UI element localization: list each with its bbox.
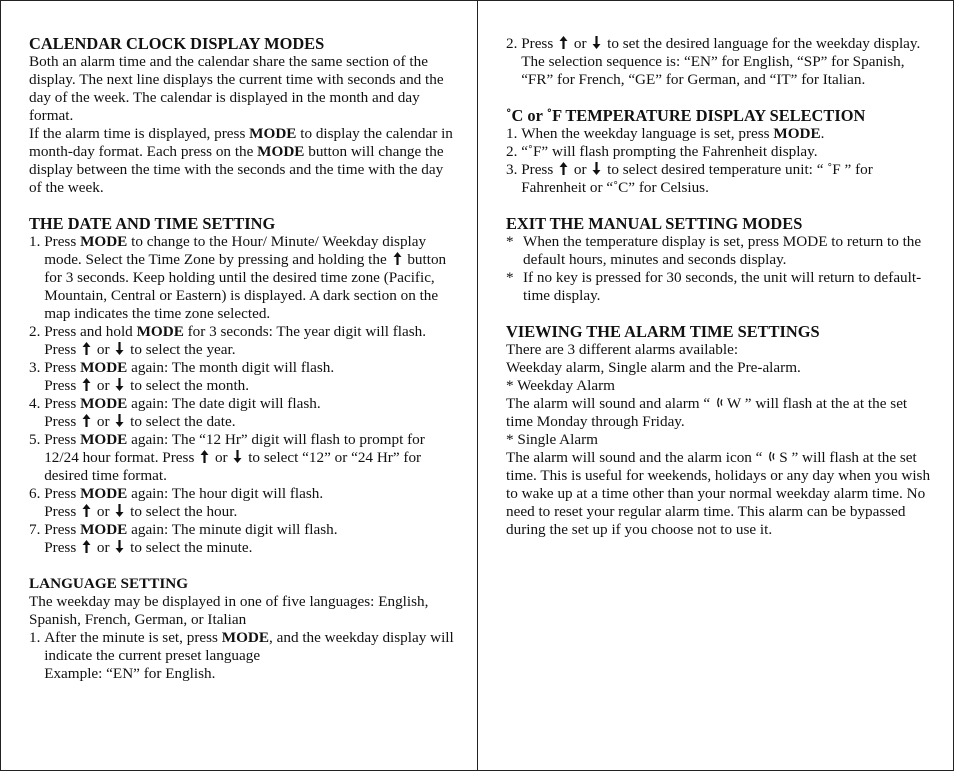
- weekday-alarm-subheading: * Weekday Alarm: [506, 377, 615, 394]
- language-step-1: 1. After the minute is set, press MODE, and the weekday display will indicate the current preset language Example: “EN” for English.: [29, 629, 454, 682]
- calendar-modes-paragraph-1: Both an alarm time and the calendar share the same section of the display. The next line displays the current time with seconds and the day of the week. The calendar is displayed in the month and day format.: [29, 53, 444, 124]
- up-arrow-icon: [82, 342, 91, 355]
- language-setting-paragraph: The weekday may be displayed in one of five languages: English, Spanish, French, German, or Italian: [29, 593, 429, 628]
- alarm-bell-icon: [768, 450, 777, 463]
- up-arrow-icon: [82, 504, 91, 517]
- calendar-modes-paragraph-2: If the alarm time is displayed, press MODE to display the calendar in month-day format. Each press on the MODE button will change the display between the time with the seconds and the time with the day of the week.: [29, 125, 453, 196]
- date-time-step-3: 3. Press MODE again: The month digit will flash. Press or to select the month.: [29, 359, 335, 394]
- exit-bullet-1: * When the temperature display is set, press MODE to return to the default hours, minutes and seconds display.: [506, 233, 922, 268]
- down-arrow-icon: [115, 540, 124, 553]
- temperature-heading: ˚C or ˚F TEMPERATURE DISPLAY SELECTION: [506, 106, 866, 125]
- up-arrow-icon: [200, 450, 209, 463]
- alarm-bell-icon: [716, 396, 725, 409]
- date-time-step-2: 2. Press and hold MODE for 3 seconds: The year digit will flash. Press or to select the year.: [29, 323, 427, 358]
- temperature-step-1: 1. When the weekday language is set, press MODE.: [506, 125, 825, 142]
- down-arrow-icon: [592, 162, 601, 175]
- date-time-heading: THE DATE AND TIME SETTING: [29, 214, 276, 233]
- alarm-paragraph-1: There are 3 different alarms available:: [506, 341, 739, 358]
- left-column: [29, 35, 457, 683]
- down-arrow-icon: [233, 450, 242, 463]
- up-arrow-icon: [559, 162, 568, 175]
- weekday-alarm-paragraph: The alarm will sound and alarm “ W ” will flash at the at the set time Monday through Friday.: [506, 395, 908, 430]
- down-arrow-icon: [115, 342, 124, 355]
- up-arrow-icon: [82, 414, 91, 427]
- date-time-step-5: 5. Press MODE again: The “12 Hr” digit will flash to prompt for 12/24 hour format. Press or to select “12” or “24 Hr” for desired time format.: [29, 431, 425, 484]
- alarm-paragraph-2: Weekday alarm, Single alarm and the Pre-alarm.: [506, 359, 801, 376]
- date-time-step-4: 4. Press MODE again: The date digit will flash. Press or to select the date.: [29, 395, 321, 430]
- down-arrow-icon: [115, 414, 124, 427]
- single-alarm-subheading: * Single Alarm: [506, 431, 598, 448]
- date-time-step-1: 1. Press MODE to change to the Hour/ Minute/ Weekday display mode. Select the Time Zone by pressing and holding the button for 3 seconds. Keep holding until the desired time zone (Pacific, Mountain, Central or Eastern) is displayed. A dark section on the map indicates the time zone selected.: [29, 233, 447, 322]
- down-arrow-icon: [115, 378, 124, 391]
- mode-keyword: MODE: [257, 143, 305, 160]
- exit-bullet-2: * If no key is pressed for 30 seconds, the unit will return to default-time display.: [506, 269, 922, 304]
- calendar-modes-heading: CALENDAR CLOCK DISPLAY MODES: [29, 34, 325, 53]
- down-arrow-icon: [592, 36, 601, 49]
- column-divider: [477, 0, 478, 771]
- language-setting-heading: LANGUAGE SETTING: [29, 575, 189, 592]
- exit-setting-heading: EXIT THE MANUAL SETTING MODES: [506, 214, 803, 233]
- down-arrow-icon: [115, 504, 124, 517]
- up-arrow-icon: [393, 252, 402, 265]
- up-arrow-icon: [82, 540, 91, 553]
- temperature-step-2: 2. “˚F” will flash prompting the Fahrenheit display.: [506, 143, 818, 160]
- mode-keyword: MODE: [249, 125, 297, 142]
- language-step-2: 2. Press or to set the desired language for the weekday display. The selection sequence is: “EN” for English, “SP” for Spanish, “FR” for French, “GE” for German, and “IT” for Italian.: [506, 35, 921, 88]
- temperature-step-3: 3. Press or to select desired temperature unit: “ ˚F ” for Fahrenheit or “˚C” for Celsius.: [506, 161, 873, 196]
- up-arrow-icon: [559, 36, 568, 49]
- up-arrow-icon: [82, 378, 91, 391]
- date-time-step-7: 7. Press MODE again: The minute digit will flash. Press or to select the minute.: [29, 521, 338, 556]
- alarm-heading: VIEWING THE ALARM TIME SETTINGS: [506, 322, 820, 341]
- right-column: [506, 35, 934, 539]
- single-alarm-paragraph: The alarm will sound and the alarm icon “ S ” will flash at the set time. This is useful for weekends, holidays or any day when you wish to wake up at a time other than your normal weekday alarm time. No need to reset your regular alarm time. This alarm can be bypassed during the set up if you choose not to use it.: [506, 449, 931, 538]
- date-time-step-6: 6. Press MODE again: The hour digit will flash. Press or to select the hour.: [29, 485, 324, 520]
